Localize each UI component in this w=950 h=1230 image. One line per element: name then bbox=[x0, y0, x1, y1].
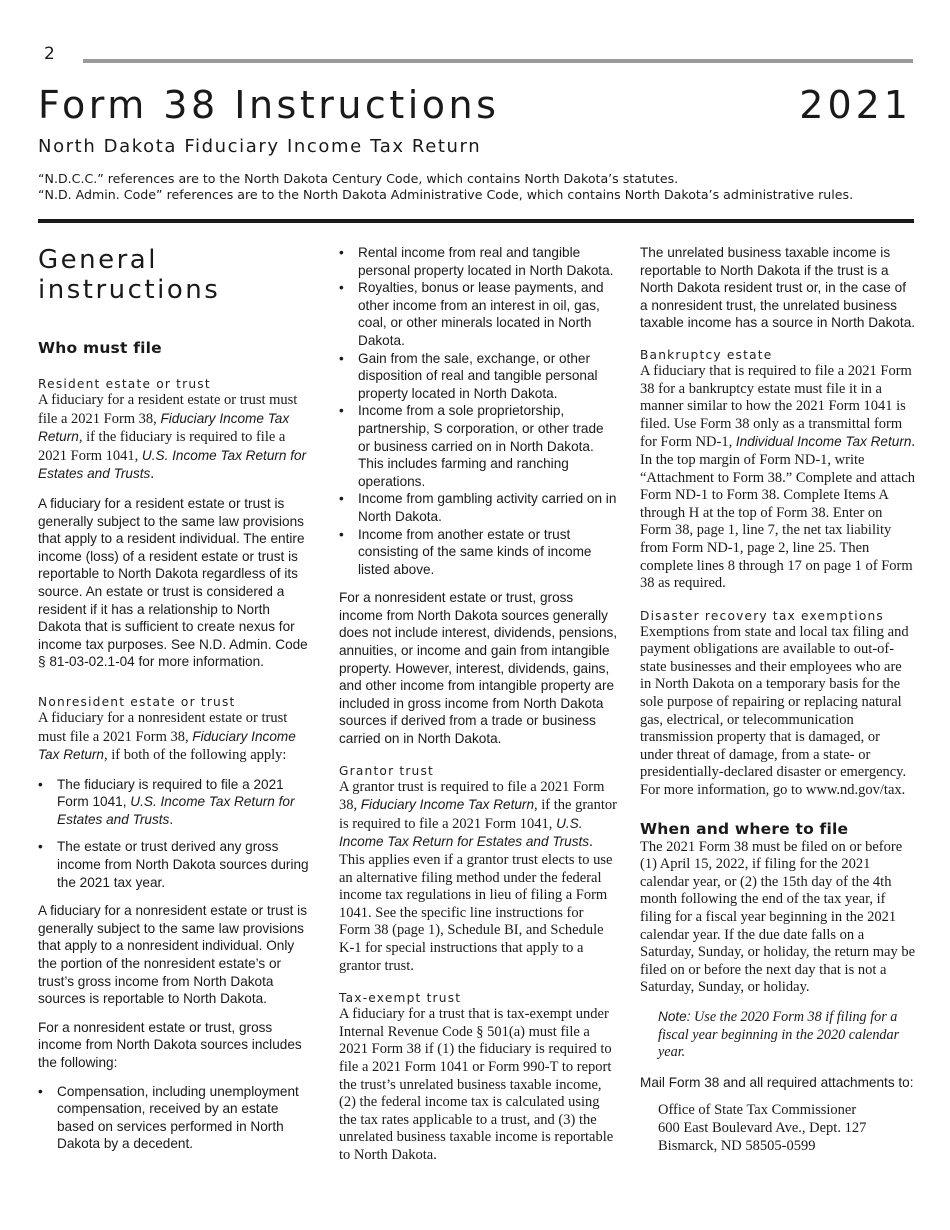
column-3 bbox=[640, 244, 916, 1155]
address-line: Bismarck, ND 58505-0599 bbox=[658, 1137, 816, 1154]
grantor-trust-paragraph: A grantor trust is required to file a 2021 Form 38, Fiduciary Income Tax Return, if the grantor is required to file a 2021 Form 1041, U.S. Income Tax Return for Estates and Trusts. This applies even if a grantor trust elects to use an alternative filing method under the federal income tax regulations in lieu of filing a Form 1041. See the specific line instructions for Form 38 (page 1), Schedule BI, and Schedule K-1 for special instructions that apply to a grantor trust. bbox=[339, 778, 617, 974]
income-sources-list-start bbox=[38, 1083, 313, 1153]
list-item: • Rental income from real and tangible personal property located in North Dakota. bbox=[339, 244, 618, 279]
code-references bbox=[38, 171, 853, 202]
filing-deadline-paragraph: The 2021 Form 38 must be filed on or before (1) April 15, 2022, if filing for the 2021 calendar year, or (2) the 15th day of the 4th month following the end of the tax year, if filing for a fiscal year beginning in the 2021 calendar year. If the due date falls on a Saturday, Sunday, or holiday, the return may be filed on or before the next day that is not a Saturday, Sunday, or holiday. bbox=[640, 838, 916, 996]
address-line: 600 East Boulevard Ave., Dept. 127 bbox=[658, 1119, 867, 1136]
subheading-bankruptcy-estate: Bankruptcy estate bbox=[640, 347, 773, 362]
ref-ndcc: “N.D.C.C.” references are to the North Dakota Century Code, which contains North Dakota’s statutes. bbox=[38, 171, 679, 186]
subheading-tax-exempt-trust: Tax-exempt trust bbox=[339, 991, 462, 1006]
header-divider bbox=[38, 219, 914, 223]
list-item: • The estate or trust derived any gross income from North Dakota sources during the 2021 tax year. bbox=[38, 838, 313, 891]
ref-admin-code: “N.D. Admin. Code” references are to the North Dakota Administrative Code, which contains North Dakota’s administrative rules. bbox=[38, 186, 854, 202]
heading-who-must-file: Who must file bbox=[38, 339, 162, 357]
subheading-resident: Resident estate or trust bbox=[38, 377, 211, 391]
column-1 bbox=[38, 244, 313, 1164]
address-line: Office of State Tax Commissioner bbox=[658, 1102, 857, 1119]
tax-year: 2021 bbox=[799, 83, 912, 127]
nonresident-paragraph-3: For a nonresident estate or trust, gross income from North Dakota sources includes the following: bbox=[38, 1019, 302, 1070]
page-subtitle: North Dakota Fiduciary Income Tax Return bbox=[38, 136, 482, 157]
mailing-address bbox=[658, 1102, 916, 1155]
fiscal-year-note: Note: Use the 2020 Form 38 if filing for a fiscal year beginning in the 2020 calendar year. bbox=[658, 1008, 900, 1061]
subheading-disaster-recovery: Disaster recovery tax exemptions bbox=[640, 608, 884, 623]
list-item: • Income from gambling activity carried on in North Dakota. bbox=[339, 490, 618, 525]
list-item: • The fiduciary is required to file a 2021 Form 1041, U.S. Income Tax Return for Estates and Trusts. bbox=[38, 776, 313, 829]
intangible-income-paragraph: For a nonresident estate or trust, gross income from North Dakota sources generally does not include interest, dividends, pensions, annuities, or income and gain from intangible property. However, interest, dividends, gains, and other income from intangible property are included in gross income from North Dakota sources if derived from a trade or business carried on in North Dakota. bbox=[339, 590, 618, 747]
list-item: • Compensation, including unemployment compensation, received by an estate based on services performed in North Dakota by a decedent. bbox=[38, 1083, 313, 1153]
unrelated-income-paragraph: The unrelated business taxable income is reportable to North Dakota if the trust is a North Dakota resident trust or, in the case of a nonresident trust, the unrelated business taxable income has a source in North Dakota. bbox=[640, 245, 916, 331]
nonresident-paragraph-2: A fiduciary for a nonresident estate or trust is generally subject to the same law provisions that apply to a nonresident individual. Only the portion of the nonresident estate’s or trust’s gross income from North Dakota sources is reportable to North Dakota. bbox=[38, 903, 307, 1007]
subheading-nonresident: Nonresident estate or trust bbox=[38, 694, 236, 709]
disaster-recovery-paragraph: Exemptions from state and local tax filing and payment obligations are available to out-of-state businesses and their employees who are in North Dakota on a temporary basis for the sole purpose of repairing or replacing natural gas, electrical, or telecommunication transmission property that is damaged, or under threat of damage, from a state- or presidentially-declared disaster or emergency. For more information, go to www.nd.gov/tax. bbox=[640, 623, 909, 799]
list-item: • Royalties, bonus or lease payments, and other income from an interest in oil, gas, coal, or other minerals located in North Dakota. bbox=[339, 279, 618, 349]
list-item: • Income from a sole proprietorship, partnership, S corporation, or other trade or business carried on in North Dakota. This includes farming and ranching operations. bbox=[339, 402, 618, 490]
subheading-grantor-trust: Grantor trust bbox=[339, 763, 435, 778]
column-2 bbox=[339, 244, 618, 1176]
list-item: • Gain from the sale, exchange, or other disposition of real and tangible personal property located in North Dakota. bbox=[339, 350, 618, 403]
income-sources-list bbox=[339, 244, 618, 578]
list-item: • Income from another estate or trust consisting of the same kinds of income listed above. bbox=[339, 526, 618, 579]
heading-when-where-to-file: When and where to file bbox=[640, 819, 849, 838]
mail-instructions: Mail Form 38 and all required attachments to: bbox=[640, 1074, 914, 1090]
section-heading-general: General instructions bbox=[38, 245, 221, 305]
resident-paragraph-2: A fiduciary for a resident estate or trust is generally subject to the same law provisions that apply to a resident individual. The entire income (loss) of a resident estate or trust is reportable to North Dakota regardless of its source. An estate or trust is considered a resident if it has a relationship to North Dakota that is sufficient to create nexus for income tax purposes. See N.D. Admin. Code § 81-03-02.1-04 for more information. bbox=[38, 495, 308, 670]
nonresident-paragraph-1: A fiduciary for a nonresident estate or trust must file a 2021 Form 38, Fiduciary Income Tax Return, if both of the following apply: bbox=[38, 709, 296, 764]
bankruptcy-paragraph: A fiduciary that is required to file a 2021 Form 38 for a bankruptcy estate must file it in a manner similar to how the 2021 Form 1041 is filed. Use Form 38 only as a transmittal form for Form ND-1, Individual Income Tax Return. In the top margin of Form ND-1, write “Attachment to Form 38.” Complete and attach Form ND-1 to Form 38. Complete Items A through H at the top of Form 38. Enter on Form 38, page 1, line 7, the net tax liability from Form ND-1, page 2, line 25. Then complete lines 8 through 17 on page 1 of Form 38 as required. bbox=[640, 362, 916, 592]
tax-exempt-paragraph: A fiduciary for a trust that is tax-exempt under Internal Revenue Code § 501(a) must file a 2021 Form 38 if (1) the fiduciary is required to file a 2021 Form 1041 or Form 990-T to report the trust’s unrelated business taxable income, (2) the federal income tax is calculated using the tax rates applicable to a trust, and (3) the unrelated business taxable income is reportable to North Dakota. bbox=[339, 1006, 614, 1163]
resident-paragraph-1: A fiduciary for a resident estate or trust must file a 2021 Form 38, Fiduciary Income Tax Return, if the fiduciary is required to file a 2021 Form 1041, U.S. Income Tax Return for Estates and Trusts. bbox=[38, 392, 307, 483]
top-rule bbox=[83, 59, 913, 63]
page-title: Form 38 Instructions bbox=[38, 83, 500, 127]
page-number: 2 bbox=[44, 44, 55, 64]
nonresident-conditions-list bbox=[38, 776, 313, 892]
